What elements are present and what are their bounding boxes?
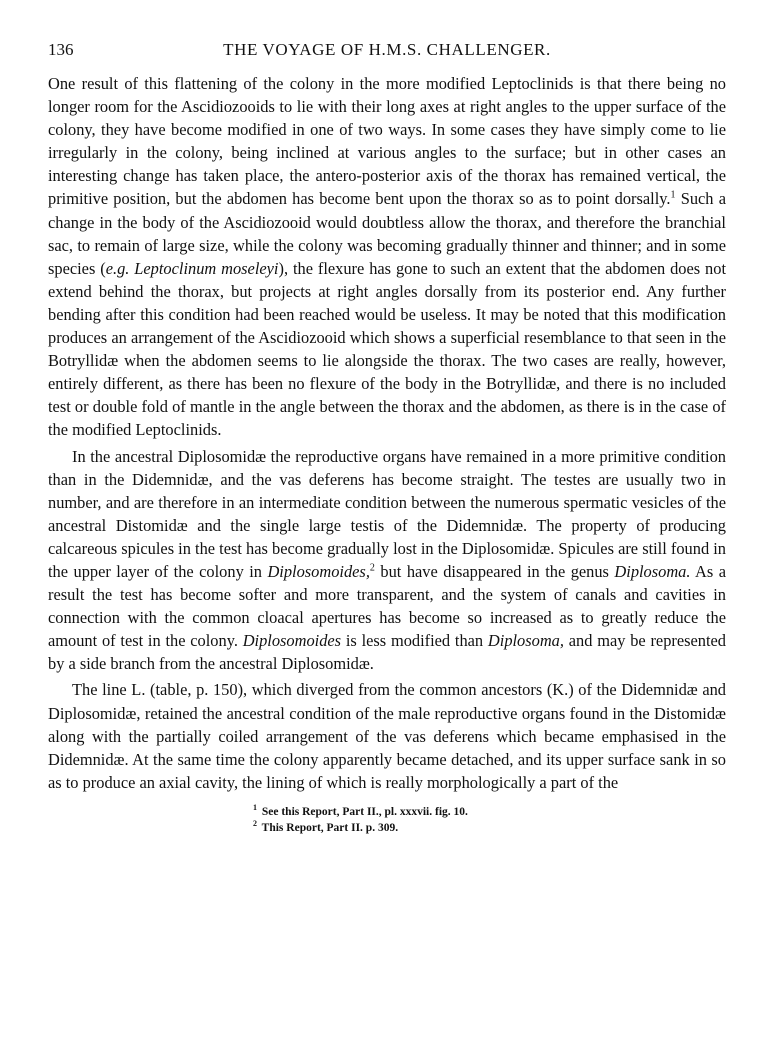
paragraph <box>48 445 726 676</box>
document-page <box>48 40 726 836</box>
footnote-reference: 2 <box>369 562 375 574</box>
footnote <box>253 804 726 820</box>
text-run: ), the flexure has gone to such an extent that the abdomen does not extend behind the thorax, but projects at right angles dorsally from its posterior end. Any further bending after this condition had been reached would be useless. It may be noted that this modification produces an arrangement of the Ascidiozooid which shows a superficial resemblance to that seen in the Botryllidæ when the abdomen seems to lie alongside the thorax. The two cases are really, however, entirely different, as there has been no flexure of the body in the Botryllidæ, and there is no included test or double fold of mantle in the angle between the thorax and the abdomen, as there is in the case of the modified Leptoclinids. <box>48 258 726 440</box>
paragraph <box>48 678 726 793</box>
running-head <box>48 40 726 72</box>
body-text <box>48 72 726 794</box>
footnote-reference: 1 <box>670 190 676 201</box>
italic-text: Diplosomoides <box>242 631 342 651</box>
page-number: 136 <box>48 40 74 59</box>
italic-text: e.g. Leptoclinum moseleyi <box>105 258 279 278</box>
text-run: and may be represented by a side branch from the ancestral Diplosomidæ. <box>48 631 726 674</box>
text-run: As a result the test has become softer and more transparent, and the system of canals and cavities in connection with the common cloacal apertures has become so increased as to greatly reduce the amount of test in the colony. <box>48 561 727 651</box>
text-run: but have disappeared in the genus <box>374 561 615 581</box>
footnote-mark: 1 <box>253 803 257 813</box>
italic-text: Diplosoma, <box>487 631 564 651</box>
text-run: is less modified than <box>341 631 488 651</box>
text-run: Such a change in the body of the Ascidiozooid would doubtless allow the thorax, and therefore the branchial sac, to remain of large size, while the colony was becoming gradually thinner and thinner; and in some species ( <box>48 189 726 278</box>
text-run: The line L. (table, p. 150), which diverged from the common ancestors (K.) of the Didemnidæ and Diplosomidæ, retained the ancestral condition of the male reproductive organs found in the Distomidæ along with the partially coiled arrangement of the vas deferens which became emphasised in the Didemnidæ. At the same time the colony apparently became detached, and its upper surface sank in so as to produce an axial cavity, the lining of which is really morphologically a part of the <box>48 680 726 792</box>
italic-text: Diplosomoides, <box>267 561 370 581</box>
running-title: THE VOYAGE OF H.M.S. CHALLENGER. <box>223 40 551 59</box>
footnote <box>253 820 726 836</box>
footnote-mark: 2 <box>253 819 257 829</box>
footnotes <box>48 804 726 836</box>
footnote-text: See this Report, Part II., pl. xxxvii. fig. 10. <box>261 805 468 818</box>
text-run: One result of this flattening of the colony in the more modified Leptoclinids is that there being no longer room for the Ascidiozooids to lie with their long axes at right angles to the upper surface of the colony, they have become modified in one of two ways. In some cases they have simply come to lie irregularly in the colony, being inclined at various angles to the surface; but in other cases an interesting change has taken place, the antero-posterior axis of the thorax has remained vertical, the primitive position, but the abdomen has become bent upon the thorax so as to point dorsally. <box>48 74 726 209</box>
italic-text: Diplosoma. <box>614 561 691 581</box>
paragraph <box>48 72 726 442</box>
footnote-text: This Report, Part II. p. 309. <box>261 821 399 834</box>
text-run: In the ancestral Diplosomidæ the reproductive organs have remained in a more primitive condition than in the Didemnidæ, and the vas deferens has become straight. The testes are usually two in number, and are therefore in an intermediate condition between the numerous spermatic vesicles of the ancestral Distomidæ and the single large testis of the Didemnidæ. The property of producing calcareous spicules in the test has become gradually lost in the Diplosomidæ. Spicules are still found in the upper layer of the colony in <box>48 446 726 581</box>
